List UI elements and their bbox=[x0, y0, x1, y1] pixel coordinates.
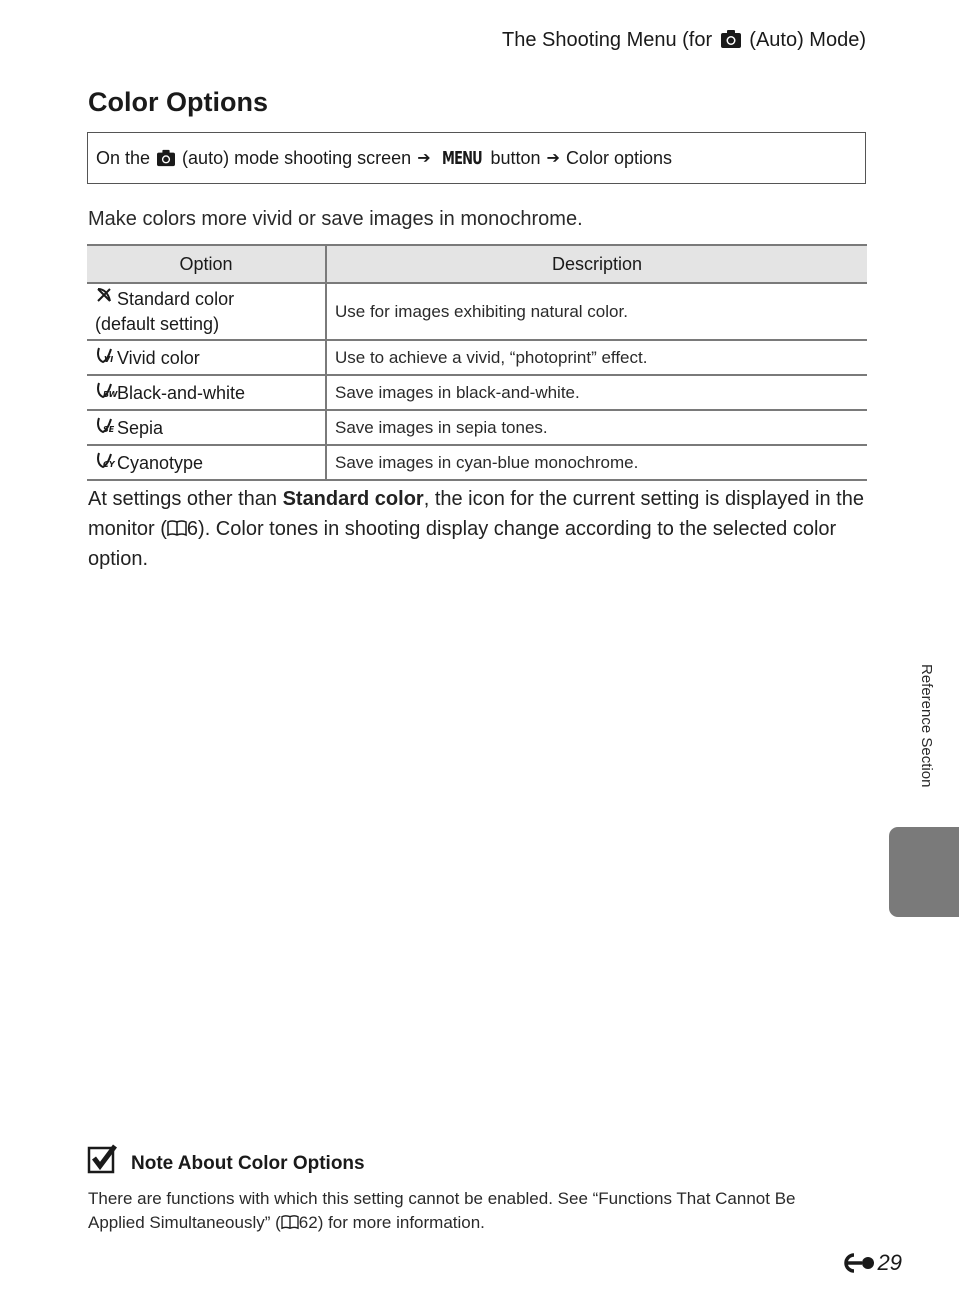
header-prefix: The Shooting Menu (for bbox=[502, 29, 713, 51]
intro-text: Make colors more vivid or save images in monochrome. bbox=[88, 208, 583, 230]
option-cell bbox=[87, 445, 326, 480]
checkmark-note-icon bbox=[88, 1144, 118, 1174]
page-title: Color Options bbox=[88, 87, 268, 117]
camera-icon bbox=[720, 29, 742, 49]
table-row bbox=[87, 340, 867, 375]
note-text-part: ) for more information. bbox=[317, 1213, 485, 1232]
black-and-white-icon bbox=[95, 381, 117, 404]
navigation-path-box bbox=[87, 132, 866, 184]
paragraph-text: At settings other than bbox=[88, 488, 283, 510]
book-reference-icon bbox=[167, 519, 187, 537]
description-cell: Use to achieve a vivid, “photoprint” effect. bbox=[326, 340, 867, 375]
table-header-row bbox=[87, 245, 867, 283]
table-row bbox=[87, 283, 867, 340]
option-label: Cyanotype bbox=[117, 453, 204, 473]
description-cell: Save images in sepia tones. bbox=[326, 410, 867, 445]
description-cell: Use for images exhibiting natural color. bbox=[326, 283, 867, 340]
paragraph-text: ). Color tones in shooting display change according to the selected color option. bbox=[88, 518, 837, 570]
section-side-label: Reference Section bbox=[918, 664, 935, 788]
cyanotype-icon bbox=[95, 451, 117, 474]
page-reference[interactable]: 6 bbox=[186, 518, 199, 540]
column-header-option: Option bbox=[87, 245, 326, 283]
option-label: Sepia bbox=[117, 418, 164, 438]
table-row bbox=[87, 410, 867, 445]
paragraph-text: , the icon for the current setting is displayed in the monitor ( bbox=[88, 488, 864, 540]
running-header bbox=[502, 26, 866, 54]
reference-e-icon bbox=[842, 1252, 876, 1274]
book-reference-icon bbox=[281, 1214, 299, 1230]
vivid-color-icon bbox=[95, 346, 117, 369]
nav-target: Color options bbox=[565, 147, 672, 168]
svg-text:VI: VI bbox=[104, 355, 114, 364]
page-reference[interactable]: 62 bbox=[298, 1213, 318, 1232]
svg-text:BW: BW bbox=[103, 390, 118, 399]
nav-button-word: button bbox=[490, 147, 541, 168]
column-header-description: Description bbox=[326, 245, 867, 283]
menu-button-label: MENU bbox=[441, 147, 482, 169]
description-cell: Save images in black-and-white. bbox=[326, 375, 867, 410]
standard-color-icon bbox=[95, 287, 117, 312]
note-text bbox=[88, 1187, 848, 1235]
nav-prefix: On the bbox=[96, 147, 151, 168]
camera-icon bbox=[156, 149, 176, 167]
header-suffix: (Auto) Mode) bbox=[749, 29, 866, 51]
option-sublabel: (default setting) bbox=[95, 314, 220, 334]
nav-mode: (auto) mode shooting screen bbox=[182, 147, 412, 168]
page-number bbox=[842, 1250, 902, 1276]
note-title: Note About Color Options bbox=[131, 1153, 365, 1174]
svg-text:SE: SE bbox=[103, 425, 115, 434]
section-tab[interactable] bbox=[889, 827, 959, 917]
option-cell bbox=[87, 410, 326, 445]
option-cell bbox=[87, 375, 326, 410]
option-cell bbox=[87, 340, 326, 375]
option-label: Vivid color bbox=[117, 348, 200, 368]
description-cell: Save images in cyan-blue monochrome. bbox=[326, 445, 867, 480]
note-text-part: There are functions with which this setting cannot be enabled. See “Functions That Cannot Be Applied Simultaneously” ( bbox=[88, 1189, 796, 1232]
option-label: Standard color bbox=[117, 289, 235, 309]
paragraph-bold-term: Standard color bbox=[282, 488, 424, 510]
table-row bbox=[87, 375, 867, 410]
settings-paragraph bbox=[88, 484, 878, 574]
option-cell bbox=[87, 283, 326, 340]
arrow-right-icon: ➔ bbox=[546, 150, 560, 167]
table-row bbox=[87, 445, 867, 480]
arrow-right-icon: ➔ bbox=[417, 150, 431, 167]
svg-text:CY: CY bbox=[103, 460, 115, 469]
page-number-value: 29 bbox=[877, 1250, 902, 1275]
sepia-icon bbox=[95, 416, 117, 439]
option-label: Black-and-white bbox=[117, 383, 246, 403]
color-options-table bbox=[87, 244, 867, 481]
